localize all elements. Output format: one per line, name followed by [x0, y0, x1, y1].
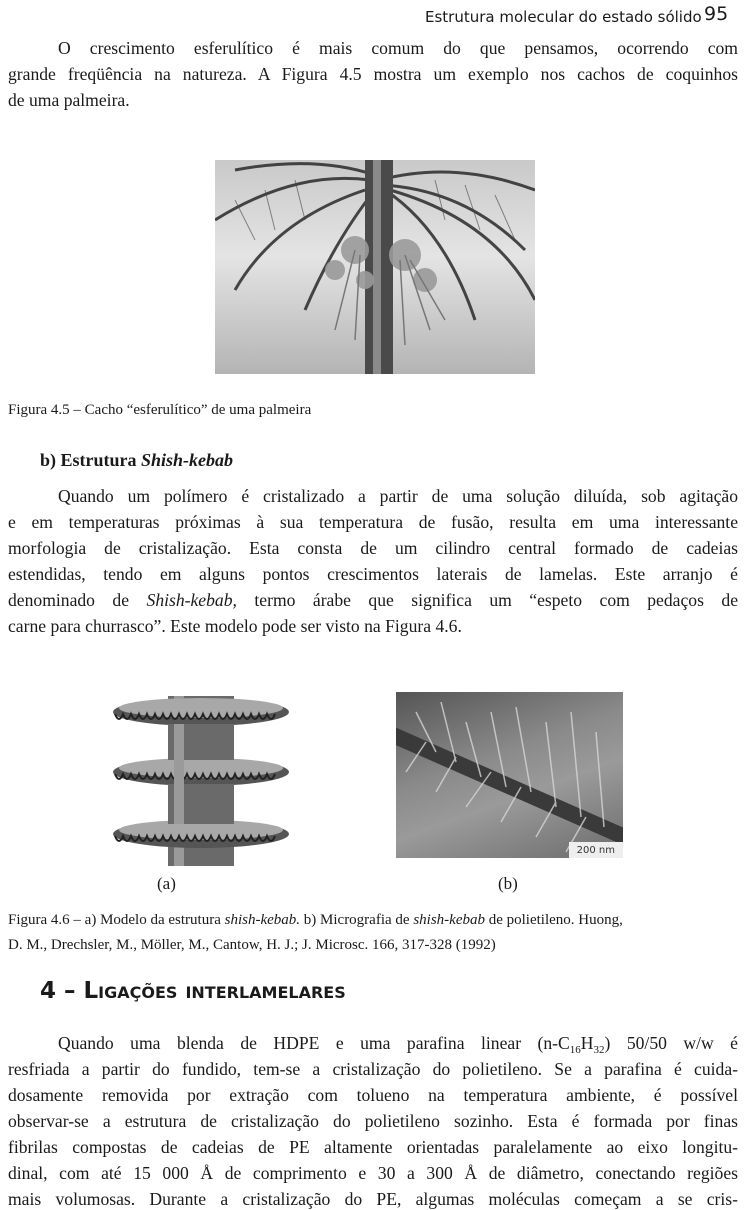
italic-term: shish-kebab — [413, 912, 485, 928]
subscript: 16 — [569, 1044, 581, 1056]
paragraph-line: dinal, com até 15 000 Å de comprimento e 30 a 300 Å de diâmetro, conectando regiões — [8, 1163, 738, 1183]
text: Quando uma blenda de HDPE e uma parafina linear (n-C — [58, 1033, 570, 1053]
paragraph-line: observar-se a estrutura de cristalização do polietileno sozinho. Esta é formada por finas — [8, 1111, 738, 1131]
paragraph-line: fibrilas compostas de cadeias de PE altamente orientadas paralelamente ao eixo longitu- — [8, 1137, 738, 1157]
subscript: 32 — [593, 1044, 605, 1056]
text: denominado de — [8, 590, 147, 610]
page-number: 95 — [704, 3, 729, 25]
section-b-title: Shish-kebab — [141, 450, 234, 470]
paragraph-line — [58, 1032, 738, 1061]
paragraph-line: Quando um polímero é cristalizado a partir de uma solução diluída, sob agitação — [58, 486, 738, 506]
paragraph-line: de uma palmeira. — [8, 90, 130, 110]
paragraph-line — [8, 589, 738, 611]
text: b) Micrografia de — [300, 912, 414, 928]
figure-label-a: (a) — [157, 874, 176, 893]
shish-kebab-micrograph — [396, 692, 623, 858]
figure-label-b: (b) — [498, 874, 518, 893]
paragraph-line: e em temperaturas próximas à sua temperatura de fusão, resulta em uma interessante — [8, 512, 738, 532]
scale-bar-label: 200 nm — [569, 842, 623, 858]
palm-tree-photo — [215, 160, 535, 374]
paragraph-line: grande freqüência na natureza. A Figura 4.5 mostra um exemplo nos cachos de coquinhos — [8, 64, 738, 84]
text: H — [580, 1033, 594, 1053]
paragraph-line: morfologia de cristalização. Esta consta de um cilindro central formado de cadeias — [8, 538, 738, 558]
paragraph-line: estendidas, tendo em alguns pontos crescimentos laterais de lamelas. Este arranjo é — [8, 564, 738, 584]
paragraph-line: carne para churrasco”. Este modelo pode ser visto na Figura 4.6. — [8, 616, 462, 636]
figure-4-5-caption: Figura 4.5 – Cacho “esferulítico” de uma palmeira — [8, 402, 312, 418]
shish-kebab-model-figure — [110, 688, 292, 872]
text: de polietileno. Huong, — [484, 912, 623, 928]
section-b-heading — [40, 450, 233, 471]
text: termo árabe que significa um “espeto com pedaços de — [236, 590, 738, 610]
text: ) 50/50 w/w é — [604, 1033, 738, 1053]
paragraph-line: O crescimento esferulítico é mais comum do que pensamos, ocorrendo com — [58, 38, 738, 58]
text: Figura 4.6 – a) Modelo da estrutura — [8, 912, 225, 928]
italic-term: shish-kebab. — [224, 912, 301, 928]
paragraph-line: mais volumosas. Durante a cristalização do PE, algumas moléculas começam a se cris- — [8, 1189, 738, 1209]
section-b-prefix: b) Estrutura — [40, 450, 142, 470]
paragraph-line: dosamente removida por extração com tolueno na temperatura ambiente, é possível — [8, 1085, 738, 1105]
paragraph-line: resfriada a partir do fundido, tem-se a cristalização do polietileno. Se a parafina é cuida- — [8, 1059, 738, 1079]
figure-4-6-caption-line: D. M., Drechsler, M., Möller, M., Cantow, H. J.; J. Microsc. 166, 317-328 (1992) — [8, 937, 496, 953]
running-title: Estrutura molecular do estado sólido — [425, 8, 702, 26]
italic-term: Shish-kebab, — [146, 590, 237, 610]
figure-4-6-caption-line — [8, 910, 738, 930]
section-4-heading: 4 – Ligações interlamelares — [40, 978, 346, 1004]
